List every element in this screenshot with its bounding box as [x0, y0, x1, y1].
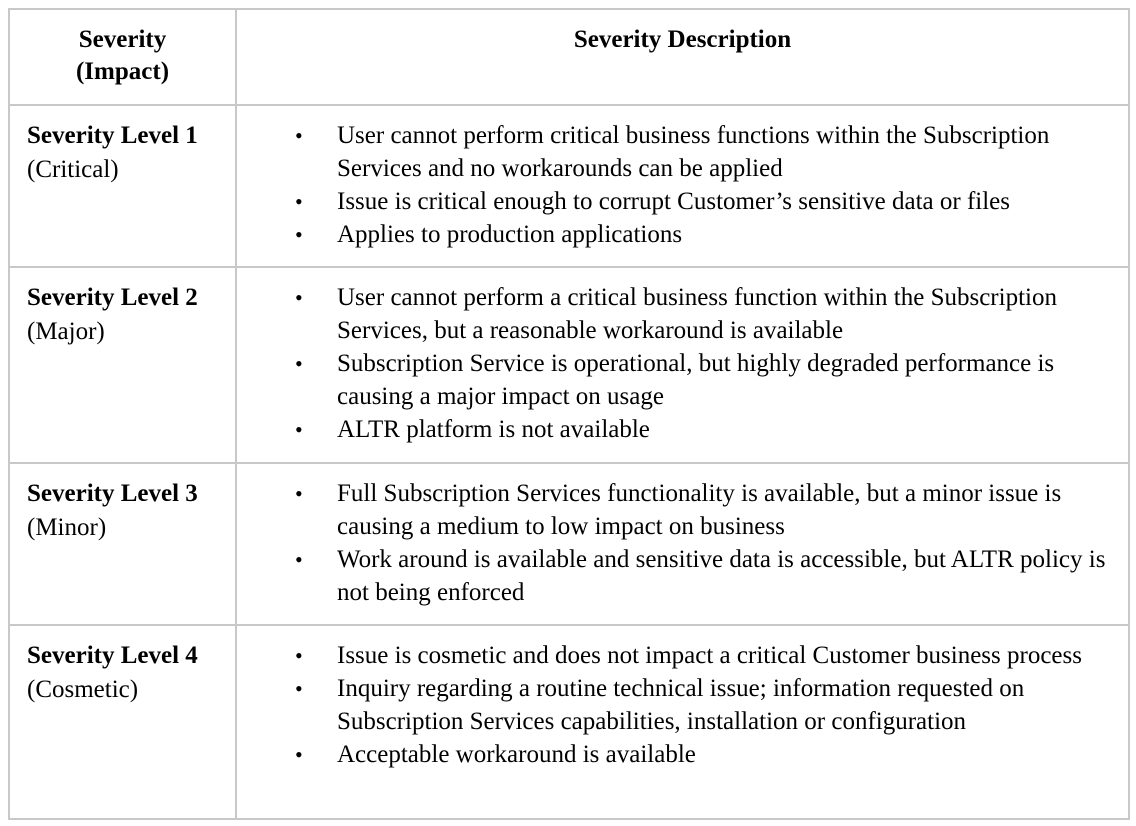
- severity-cell: [9, 625, 236, 819]
- severity-table: [8, 8, 1130, 820]
- severity-cell: [9, 105, 236, 267]
- bullet-icon: •: [295, 481, 303, 506]
- severity-cell: [9, 463, 236, 625]
- list-item: [237, 119, 1124, 185]
- header-severity-description: [236, 9, 1129, 105]
- list-item-text: Full Subscription Services functionality is available, but a minor issue is causing a medium to low impact on business: [337, 480, 1062, 540]
- severity-table-container: [8, 8, 1130, 820]
- table-row: [9, 463, 1129, 625]
- bullet-icon: •: [295, 285, 303, 310]
- severity-level: Severity Level 3: [27, 480, 198, 507]
- description-cell: [236, 463, 1129, 625]
- list-item-text: User cannot perform critical business functions within the Subscription Services and no workarounds can be applied: [337, 122, 1050, 182]
- header-severity-impact: [9, 9, 236, 105]
- bullet-icon: •: [295, 742, 303, 767]
- list-item: [237, 413, 1124, 446]
- list-item-text: Applies to production applications: [337, 221, 683, 248]
- severity-impact: (Critical): [27, 156, 119, 183]
- list-item: [237, 185, 1124, 218]
- table-row: [9, 267, 1129, 463]
- severity-level: Severity Level 4: [27, 642, 198, 669]
- bullet-icon: •: [295, 189, 303, 214]
- header-severity-description-label: Severity Description: [573, 26, 792, 53]
- list-item: [237, 347, 1124, 413]
- list-item-text: Issue is critical enough to corrupt Customer’s sensitive data or files: [337, 188, 1010, 215]
- list-item: [237, 672, 1124, 738]
- list-item: [237, 281, 1124, 347]
- severity-level: Severity Level 2: [27, 284, 198, 311]
- list-item: [237, 477, 1124, 543]
- description-list: [237, 281, 1124, 446]
- list-item-text: Subscription Service is operational, but highly degraded performance is causing a major impact on usage: [337, 350, 1055, 410]
- table-header-row: [9, 9, 1129, 105]
- list-item: [237, 738, 1124, 771]
- description-cell: [236, 105, 1129, 267]
- bullet-icon: •: [295, 351, 303, 376]
- bullet-icon: •: [295, 222, 303, 247]
- bullet-icon: •: [295, 676, 303, 701]
- list-item-text: User cannot perform a critical business function within the Subscription Services, but a reasonable workaround is available: [337, 284, 1057, 344]
- severity-level: Severity Level 1: [27, 122, 198, 149]
- description-cell: [236, 625, 1129, 819]
- bullet-icon: •: [295, 123, 303, 148]
- bullet-icon: •: [295, 643, 303, 668]
- description-list: [237, 119, 1124, 251]
- table-row: [9, 105, 1129, 267]
- list-item-text: Acceptable workaround is available: [337, 741, 696, 768]
- severity-impact: (Cosmetic): [27, 676, 139, 703]
- table-row: [9, 625, 1129, 819]
- header-severity-impact-label: Severity (Impact): [75, 26, 170, 85]
- description-list: [237, 477, 1124, 609]
- severity-cell: [9, 267, 236, 463]
- list-item-text: Inquiry regarding a routine technical issue; information requested on Subscription Services capabilities, installation or configuration: [337, 675, 1025, 735]
- bullet-icon: •: [295, 417, 303, 442]
- bullet-icon: •: [295, 547, 303, 572]
- list-item: [237, 543, 1124, 609]
- list-item-text: Work around is available and sensitive data is accessible, but ALTR policy is not being enforced: [337, 546, 1106, 606]
- list-item: [237, 639, 1124, 672]
- severity-impact: (Minor): [27, 514, 107, 541]
- list-item-text: ALTR platform is not available: [337, 416, 650, 443]
- list-item: [237, 218, 1124, 251]
- severity-impact: (Major): [27, 318, 105, 345]
- description-cell: [236, 267, 1129, 463]
- description-list: [237, 639, 1124, 771]
- list-item-text: Issue is cosmetic and does not impact a critical Customer business process: [337, 642, 1082, 669]
